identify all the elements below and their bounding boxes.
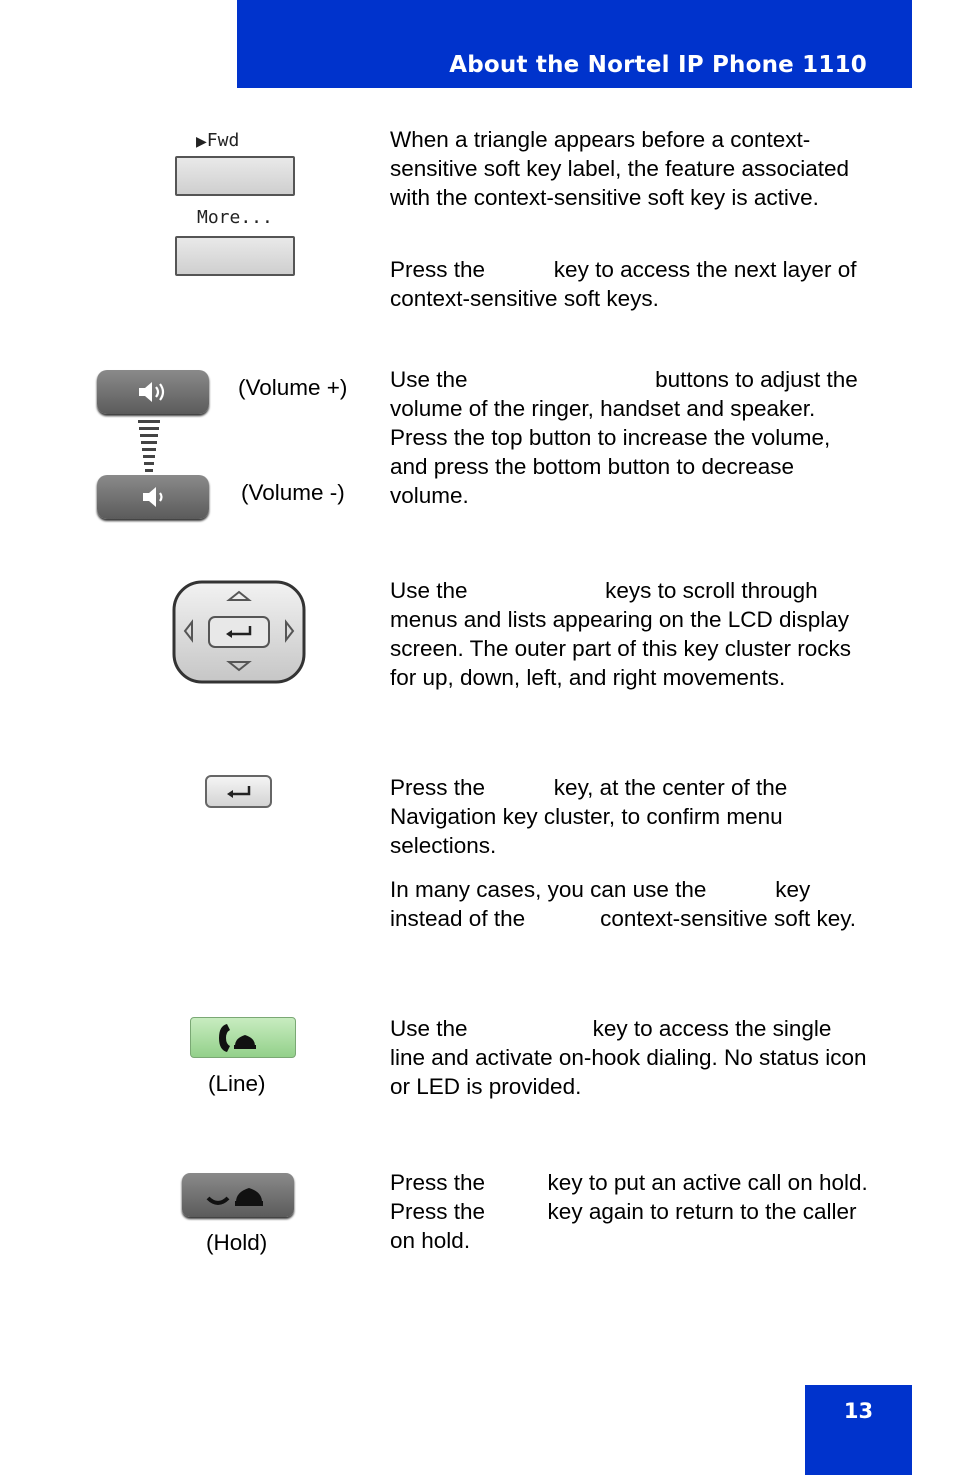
enter-button[interactable] bbox=[205, 775, 272, 808]
softkey-label-fwd: ▶Fwd bbox=[196, 130, 240, 151]
navigation-description: Use the keys to scroll through menus and lists appearing on the LCD display screen. The outer part of this key cluster rocks for up, down, left, and right movements. bbox=[390, 578, 858, 690]
volume-down-caption: (Volume -) bbox=[241, 480, 345, 505]
speaker-quiet-icon bbox=[137, 485, 173, 509]
volume-up-button[interactable] bbox=[97, 370, 209, 414]
softkeys-more-description: Press the key to access the next layer of context-sensitive soft keys. bbox=[390, 257, 863, 311]
hold-description: Press the key to put an active call on hold. Press the key again to return to the caller on hold. bbox=[390, 1170, 875, 1253]
speaker-loud-icon bbox=[137, 380, 173, 404]
enter-key-center bbox=[209, 617, 269, 647]
navigation-key-cluster[interactable] bbox=[172, 580, 306, 684]
volume-description: Use the buttons to adjust the volume of the ringer, handset and speaker. Press the top button to increase the volume, and press the bottom button to decrease volume. bbox=[390, 367, 864, 508]
volume-scale-icon bbox=[138, 420, 160, 472]
softkey-more-button[interactable] bbox=[175, 236, 295, 276]
softkeys-description: When a triangle appears before a context-sensitive soft key label, the feature associated with the context-sensitive soft key is active. bbox=[390, 127, 850, 210]
volume-down-button[interactable] bbox=[97, 475, 209, 519]
line-caption: (Line) bbox=[208, 1071, 266, 1096]
handset-offhook-icon bbox=[215, 1022, 275, 1054]
triangle-icon: ▶ bbox=[196, 134, 207, 150]
softkey-fwd-button[interactable] bbox=[175, 156, 295, 196]
enter-description: Press the key, at the center of the Navigation key cluster, to confirm menu selections. bbox=[390, 775, 794, 858]
volume-up-caption: (Volume +) bbox=[238, 375, 348, 400]
softkey-label-more: More... bbox=[197, 207, 273, 228]
hold-handset-icon bbox=[206, 1180, 270, 1210]
line-button[interactable] bbox=[190, 1017, 296, 1058]
line-description: Use the key to access the single line and activate on-hook dialing. No status icon or LED is provided. bbox=[390, 1016, 873, 1099]
enter-arrow-icon bbox=[207, 777, 270, 806]
page-number: 13 bbox=[843, 1399, 874, 1423]
page-number-box bbox=[805, 1385, 912, 1475]
hold-caption: (Hold) bbox=[206, 1230, 268, 1255]
hold-button[interactable] bbox=[182, 1173, 294, 1217]
enter-alternative-description: In many cases, you can use the key instead of the context-sensitive soft key. bbox=[390, 877, 857, 931]
page-title: About the Nortel IP Phone 1110 bbox=[449, 52, 867, 78]
header-bar bbox=[237, 0, 912, 88]
